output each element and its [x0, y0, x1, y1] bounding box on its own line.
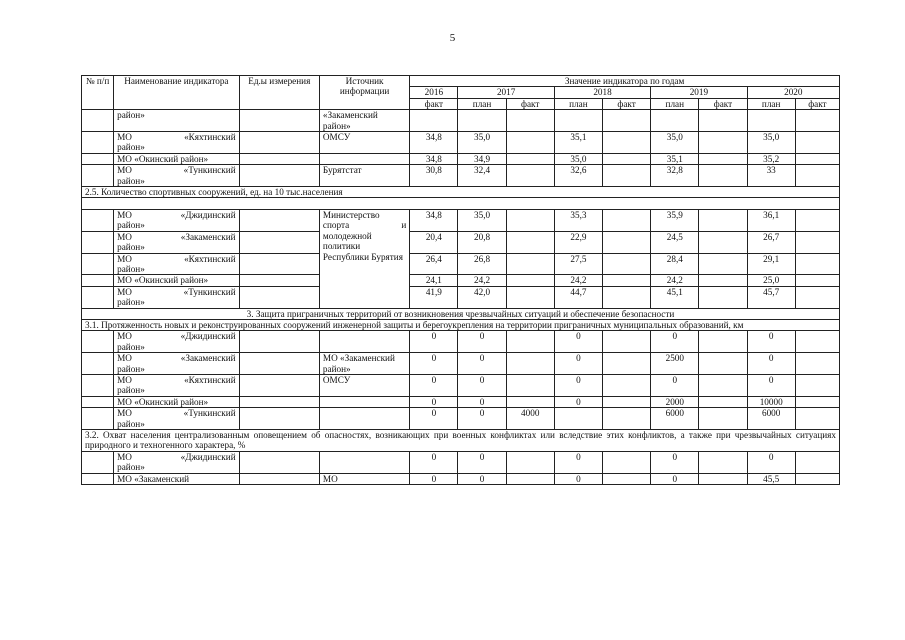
indicator-name-line: район»: [117, 142, 145, 153]
table-row: [82, 253, 840, 275]
value-cell: [699, 132, 747, 154]
value-cell: 32,4: [458, 165, 506, 187]
value-cell: 0: [651, 473, 699, 484]
value-cell: [699, 374, 747, 396]
indicator-name-line: МО «Джидинский: [117, 331, 236, 342]
value-cell: [795, 253, 839, 275]
value-cell: 0: [458, 408, 506, 430]
indicator-name-cell: [114, 353, 239, 375]
value-cell: 34,8: [410, 132, 458, 154]
value-cell: [651, 110, 699, 132]
unit-cell: [239, 374, 319, 396]
value-cell: [506, 353, 554, 375]
value-cell: 25,0: [747, 275, 795, 286]
header-sub-факт: факт: [410, 98, 458, 109]
value-cell: [603, 451, 651, 473]
section-title: 3.1. Протяженность новых и реконструированных сооружений инженерной защиты и берегоукрепления на территории приграничных муниципальных образований, км: [82, 319, 840, 330]
section-title: 3.2. Охват населения централизованным оповещением об опасностях, возникающих при военных конфликтах или вследствие этих конфликтов, а также при чрезвычайных ситуациях природного и техногенного характера, %: [82, 430, 840, 452]
indicator-name-cell: [114, 374, 239, 396]
indicator-name-line: МО «Закаменский: [117, 353, 236, 364]
value-cell: 0: [458, 473, 506, 484]
table-row: [82, 209, 840, 231]
indicator-name-line: МО «Тункинский: [117, 286, 236, 297]
value-cell: [795, 353, 839, 375]
value-cell: [506, 396, 554, 407]
indicator-name-cell: [114, 165, 239, 187]
no-cell: [82, 396, 114, 407]
value-cell: 6000: [651, 408, 699, 430]
indicator-name-cell: [114, 396, 239, 407]
unit-cell: [239, 153, 319, 164]
indicator-name-line: район»: [117, 175, 145, 186]
unit-cell: [239, 451, 319, 473]
indicator-name-line: МО «Кяхтинский: [117, 132, 236, 143]
value-cell: [506, 253, 554, 275]
spacer-row: [82, 198, 840, 209]
unit-cell: [239, 408, 319, 430]
value-cell: 0: [554, 353, 602, 375]
value-cell: 30,8: [410, 165, 458, 187]
indicator-name-line: район»: [117, 263, 145, 274]
value-cell: 0: [458, 331, 506, 353]
value-cell: [795, 110, 839, 132]
value-cell: [506, 110, 554, 132]
table-row: [82, 165, 840, 187]
indicator-name-cell: [114, 451, 239, 473]
unit-cell: [239, 165, 319, 187]
value-cell: [699, 231, 747, 253]
value-cell: 0: [554, 451, 602, 473]
unit-cell: [239, 132, 319, 154]
section-row: [82, 308, 840, 319]
source-cell: МО: [319, 473, 409, 484]
value-cell: [699, 165, 747, 187]
indicator-name-line: МО «Джидинский: [117, 451, 236, 462]
source-cell: «Закаменский район»: [319, 110, 409, 132]
table-row: [82, 396, 840, 407]
indicator-name-line: МО «Окинский район»: [117, 396, 209, 407]
source-cell: Бурятстат: [319, 165, 409, 187]
value-cell: [410, 110, 458, 132]
value-cell: [699, 275, 747, 286]
header-sub-факт: факт: [506, 98, 554, 109]
unit-cell: [239, 473, 319, 484]
value-cell: 26,4: [410, 253, 458, 275]
value-cell: [603, 110, 651, 132]
table-row: [82, 275, 840, 286]
source-cell: Министерство спорта и молодежной политики Республики Бурятия: [319, 209, 409, 308]
value-cell: [506, 286, 554, 308]
indicator-name-cell: [114, 473, 239, 484]
value-cell: 0: [554, 374, 602, 396]
value-cell: [554, 110, 602, 132]
source-cell: МО «Закаменский район»: [319, 353, 409, 375]
unit-cell: [239, 275, 319, 286]
table-row: [82, 153, 840, 164]
value-cell: [603, 132, 651, 154]
header-year: 2016: [410, 87, 458, 98]
unit-cell: [239, 396, 319, 407]
value-cell: [506, 165, 554, 187]
indicator-name-line: район»: [117, 220, 145, 231]
value-cell: [506, 275, 554, 286]
value-cell: 35,9: [651, 209, 699, 231]
unit-cell: [239, 209, 319, 231]
value-cell: 27,5: [554, 253, 602, 275]
unit-cell: [239, 331, 319, 353]
value-cell: 34,8: [410, 209, 458, 231]
value-cell: [603, 286, 651, 308]
indicator-name-line: МО «Закаменский: [117, 473, 190, 484]
section-title: 3. Защита приграничных территорий от возникновения чрезвычайных ситуаций и обеспечение безопасности: [82, 308, 840, 319]
header-year: 2020: [747, 87, 839, 98]
table-row: [82, 132, 840, 154]
no-cell: [82, 331, 114, 353]
value-cell: 0: [410, 353, 458, 375]
value-cell: 22,9: [554, 231, 602, 253]
value-cell: 41,9: [410, 286, 458, 308]
value-cell: [795, 396, 839, 407]
value-cell: 0: [554, 331, 602, 353]
value-cell: 0: [747, 374, 795, 396]
no-cell: [82, 165, 114, 187]
value-cell: 0: [458, 396, 506, 407]
header-sub-факт: факт: [603, 98, 651, 109]
value-cell: [795, 231, 839, 253]
no-cell: [82, 473, 114, 484]
value-cell: 29,1: [747, 253, 795, 275]
value-cell: [795, 275, 839, 286]
value-cell: [795, 153, 839, 164]
indicator-name-line: район»: [117, 418, 145, 429]
value-cell: 32,6: [554, 165, 602, 187]
table-row: [82, 286, 840, 308]
indicator-name-line: район»: [117, 297, 145, 308]
value-cell: [603, 153, 651, 164]
value-cell: [603, 374, 651, 396]
source-cell: [319, 396, 409, 407]
value-cell: [699, 473, 747, 484]
value-cell: [506, 153, 554, 164]
table-row: [82, 408, 840, 430]
value-cell: 0: [554, 473, 602, 484]
header-sub-план: план: [747, 98, 795, 109]
unit-cell: [239, 353, 319, 375]
unit-cell: [239, 110, 319, 132]
header-year: 2018: [554, 87, 650, 98]
value-cell: [699, 153, 747, 164]
value-cell: 6000: [747, 408, 795, 430]
header-unit: Ед.ы измерения: [239, 76, 319, 110]
value-cell: [795, 451, 839, 473]
header-source: Источник информации: [319, 76, 409, 110]
value-cell: 35,0: [458, 209, 506, 231]
value-cell: 4000: [506, 408, 554, 430]
value-cell: [603, 353, 651, 375]
value-cell: 0: [458, 353, 506, 375]
value-cell: [603, 473, 651, 484]
value-cell: [603, 275, 651, 286]
value-cell: 0: [651, 374, 699, 396]
value-cell: [795, 374, 839, 396]
value-cell: 0: [410, 451, 458, 473]
section-title: 2.5. Количество спортивных сооружений, ед. на 10 тыс.населения: [82, 187, 840, 198]
indicator-name-line: МО «Кяхтинский: [117, 374, 236, 385]
value-cell: 35,1: [554, 132, 602, 154]
value-cell: 2500: [651, 353, 699, 375]
value-cell: [603, 209, 651, 231]
value-cell: [699, 408, 747, 430]
value-cell: 24,2: [458, 275, 506, 286]
value-cell: 20,4: [410, 231, 458, 253]
value-cell: 0: [458, 451, 506, 473]
header-year: 2019: [651, 87, 747, 98]
value-cell: 0: [410, 396, 458, 407]
value-cell: 0: [410, 331, 458, 353]
value-cell: 0: [651, 331, 699, 353]
value-cell: 35,0: [458, 132, 506, 154]
no-cell: [82, 253, 114, 275]
value-cell: 24,1: [410, 275, 458, 286]
indicator-name-line: район»: [117, 110, 145, 121]
value-cell: [699, 396, 747, 407]
no-cell: [82, 231, 114, 253]
value-cell: [699, 331, 747, 353]
value-cell: [506, 473, 554, 484]
value-cell: 45,5: [747, 473, 795, 484]
indicator-name-line: МО «Окинский район»: [117, 275, 209, 286]
indicator-table: [81, 75, 840, 485]
value-cell: [506, 132, 554, 154]
value-cell: [795, 209, 839, 231]
value-cell: [603, 253, 651, 275]
value-cell: 35,3: [554, 209, 602, 231]
indicator-name-cell: [114, 331, 239, 353]
no-cell: [82, 353, 114, 375]
indicator-name-line: МО «Тункинский: [117, 165, 236, 176]
value-cell: 0: [410, 408, 458, 430]
table-row: [82, 374, 840, 396]
table-row: [82, 231, 840, 253]
header-no: № п/п: [82, 76, 114, 110]
value-cell: 26,7: [747, 231, 795, 253]
table-row: [82, 331, 840, 353]
value-cell: 32,8: [651, 165, 699, 187]
value-cell: [506, 374, 554, 396]
value-cell: [603, 165, 651, 187]
value-cell: 35,0: [651, 132, 699, 154]
source-cell: ОМСУ: [319, 374, 409, 396]
value-cell: [795, 331, 839, 353]
value-cell: 44,7: [554, 286, 602, 308]
value-cell: 26,8: [458, 253, 506, 275]
value-cell: 34,8: [410, 153, 458, 164]
value-cell: 0: [410, 374, 458, 396]
value-cell: 0: [651, 451, 699, 473]
value-cell: 45,1: [651, 286, 699, 308]
indicator-name-line: район»: [117, 341, 145, 352]
indicator-name-cell: [114, 132, 239, 154]
value-cell: 35,0: [747, 132, 795, 154]
indicator-name-line: МО «Окинский район»: [117, 153, 209, 164]
value-cell: [699, 253, 747, 275]
indicator-name-line: район»: [117, 363, 145, 374]
source-cell: ОМСУ: [319, 132, 409, 154]
table-row: [82, 451, 840, 473]
indicator-name-line: МО «Джидинский: [117, 209, 236, 220]
no-cell: [82, 451, 114, 473]
value-cell: 0: [410, 473, 458, 484]
value-cell: [603, 408, 651, 430]
value-cell: 28,4: [651, 253, 699, 275]
value-cell: 35,1: [651, 153, 699, 164]
value-cell: [554, 408, 602, 430]
table-row: [82, 473, 840, 484]
unit-cell: [239, 286, 319, 308]
value-cell: [747, 110, 795, 132]
section-row: [82, 319, 840, 330]
value-cell: [699, 209, 747, 231]
indicator-name-cell: [114, 408, 239, 430]
indicator-name-line: МО «Тункинский: [117, 408, 236, 419]
indicator-name-cell: [114, 209, 239, 231]
value-cell: 35,0: [554, 153, 602, 164]
value-cell: 35,2: [747, 153, 795, 164]
value-cell: 24,5: [651, 231, 699, 253]
value-cell: [795, 473, 839, 484]
indicator-name-line: МО «Закаменский: [117, 231, 236, 242]
no-cell: [82, 374, 114, 396]
header-sub-план: план: [458, 98, 506, 109]
value-cell: 42,0: [458, 286, 506, 308]
no-cell: [82, 209, 114, 231]
indicator-name-cell: [114, 253, 239, 275]
page-number: 5: [449, 32, 456, 44]
value-cell: 24,2: [554, 275, 602, 286]
value-cell: [795, 165, 839, 187]
value-cell: 33: [747, 165, 795, 187]
header-sub-план: план: [554, 98, 602, 109]
indicator-name-cell: [114, 286, 239, 308]
value-cell: [699, 286, 747, 308]
no-cell: [82, 153, 114, 164]
indicator-name-line: МО «Кяхтинский: [117, 253, 236, 264]
value-cell: [699, 110, 747, 132]
value-cell: 0: [747, 451, 795, 473]
indicator-name-cell: [114, 231, 239, 253]
table-row: [82, 353, 840, 375]
unit-cell: [239, 253, 319, 275]
value-cell: [699, 451, 747, 473]
value-cell: 2000: [651, 396, 699, 407]
table-row: [82, 110, 840, 132]
indicator-name-cell: [114, 110, 239, 132]
unit-cell: [239, 231, 319, 253]
value-cell: [458, 110, 506, 132]
section-row: [82, 430, 840, 452]
source-cell: [319, 331, 409, 353]
indicator-name-line: район»: [117, 242, 145, 253]
section-row: [82, 187, 840, 198]
value-cell: [506, 231, 554, 253]
value-cell: 24,2: [651, 275, 699, 286]
value-cell: 34,9: [458, 153, 506, 164]
no-cell: [82, 286, 114, 308]
indicator-name-cell: [114, 275, 239, 286]
value-cell: 0: [747, 331, 795, 353]
no-cell: [82, 275, 114, 286]
value-cell: 0: [458, 374, 506, 396]
value-cell: [506, 209, 554, 231]
value-cell: [603, 231, 651, 253]
no-cell: [82, 408, 114, 430]
value-cell: 36,1: [747, 209, 795, 231]
value-cell: [603, 331, 651, 353]
source-cell: [319, 153, 409, 164]
header-sub-факт: факт: [699, 98, 747, 109]
indicator-name-line: район»: [117, 462, 145, 473]
value-cell: [795, 408, 839, 430]
spacer-cell: [82, 198, 840, 209]
value-cell: 45,7: [747, 286, 795, 308]
no-cell: [82, 110, 114, 132]
value-cell: [699, 353, 747, 375]
header-sub-факт: факт: [795, 98, 839, 109]
header-year: 2017: [458, 87, 554, 98]
value-cell: 10000: [747, 396, 795, 407]
value-cell: [795, 286, 839, 308]
header-sub-план: план: [651, 98, 699, 109]
no-cell: [82, 132, 114, 154]
source-cell: [319, 451, 409, 473]
indicator-name-cell: [114, 153, 239, 164]
value-cell: 0: [554, 396, 602, 407]
header-name: Наименование индикатора: [114, 76, 239, 110]
value-cell: 20,8: [458, 231, 506, 253]
value-cell: [795, 132, 839, 154]
source-cell: [319, 408, 409, 430]
value-cell: [603, 396, 651, 407]
indicator-name-line: район»: [117, 385, 145, 396]
value-cell: [506, 331, 554, 353]
value-cell: [506, 451, 554, 473]
value-cell: 0: [747, 353, 795, 375]
header-values: Значение индикатора по годам: [410, 76, 840, 87]
